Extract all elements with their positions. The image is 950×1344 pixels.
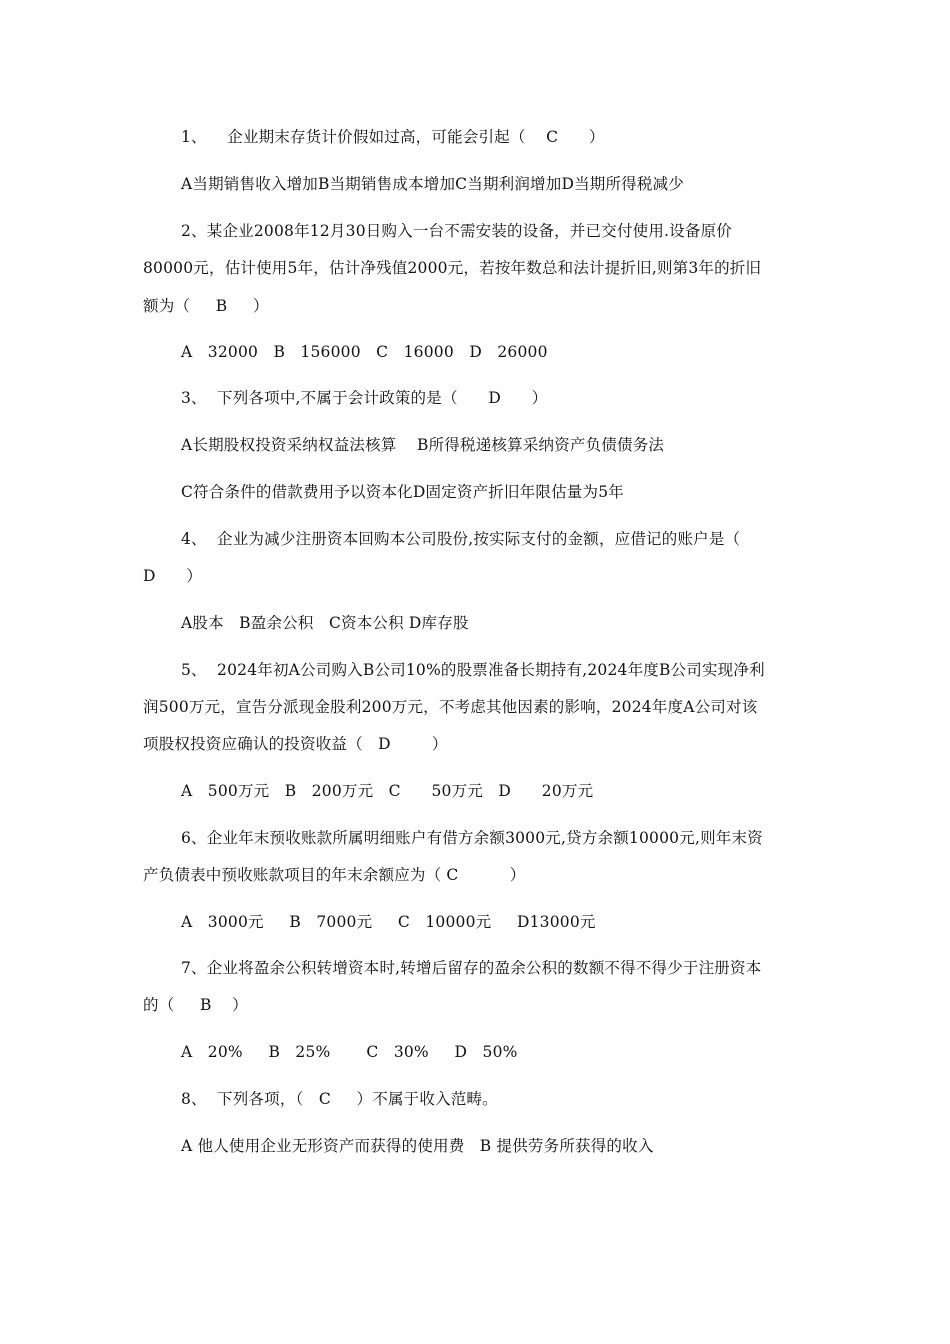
- question-8-stem: 8、 下列各项，（ C ）不属于收入范畴。: [181, 1090, 498, 1108]
- question-2-options: A 32000 B 156000 C 16000 D 26000: [181, 343, 548, 361]
- question-5-stem-line-3: 项股权投资应确认的投资收益（ D ）: [143, 735, 448, 753]
- question-6-stem-line-2: 产负债表中预收账款项目的年末余额应为（ C ）: [143, 866, 526, 884]
- question-6-stem-line-1: 6、企业年末预收账款所属明细账户有借方余额3000元,贷方余额10000元,则年末资: [181, 829, 763, 847]
- question-5-stem-line-1: 5、 2024年初A公司购入B公司10%的股票准备长期持有,2024年度B公司实现净利: [181, 661, 765, 679]
- question-4-options: A股本 B盈余公积 C资本公积 D库存股: [181, 614, 469, 632]
- question-1-stem: 1、 企业期末存货计价假如过高，可能会引起（ C ）: [181, 128, 605, 146]
- question-2-stem-line-2: 80000元，估计使用5年，估计净残值2000元，若按年数总和法计提折旧,则第3年的折旧: [143, 259, 762, 277]
- question-3-stem: 3、 下列各项中,不属于会计政策的是（ D ）: [181, 389, 548, 407]
- question-6-options: A 3000元 B 7000元 C 10000元 D13000元: [181, 913, 596, 931]
- question-2-stem-line-3: 额为（ B ）: [143, 297, 269, 315]
- question-4-stem-line-2: D ）: [143, 567, 203, 585]
- question-7-stem-line-2: 的（ B ）: [143, 996, 248, 1014]
- question-1-options: A当期销售收入增加B当期销售成本增加C当期利润增加D当期所得税减少: [181, 175, 684, 193]
- question-8-options: A 他人使用企业无形资产而获得的使用费 B 提供劳务所获得的收入: [181, 1137, 654, 1155]
- question-7-stem-line-1: 7、企业将盈余公积转增资本时,转增后留存的盈余公积的数额不得不得少于注册资本: [181, 959, 762, 977]
- question-5-options: A 500万元 B 200万元 C 50万元 D 20万元: [181, 782, 594, 800]
- question-4-stem-line-1: 4、 企业为减少注册资本回购本公司股份,按实际支付的金额，应借记的账户是（: [181, 530, 741, 548]
- question-3-options-line-2: C符合条件的借款费用予以资本化D固定资产折旧年限估量为5年: [181, 483, 624, 501]
- question-3-options-line-1: A长期股权投资采纳权益法核算 B所得税递核算采纳资产负债债务法: [181, 436, 665, 454]
- question-2-stem-line-1: 2、某企业2008年12月30日购入一台不需安装的设备，并已交付使用.设备原价: [181, 222, 732, 240]
- question-7-options: A 20% B 25% C 30% D 50%: [181, 1043, 518, 1061]
- question-5-stem-line-2: 润500万元，宣告分派现金股利200万元，不考虑其他因素的影响，2024年度A公司对该: [143, 698, 758, 716]
